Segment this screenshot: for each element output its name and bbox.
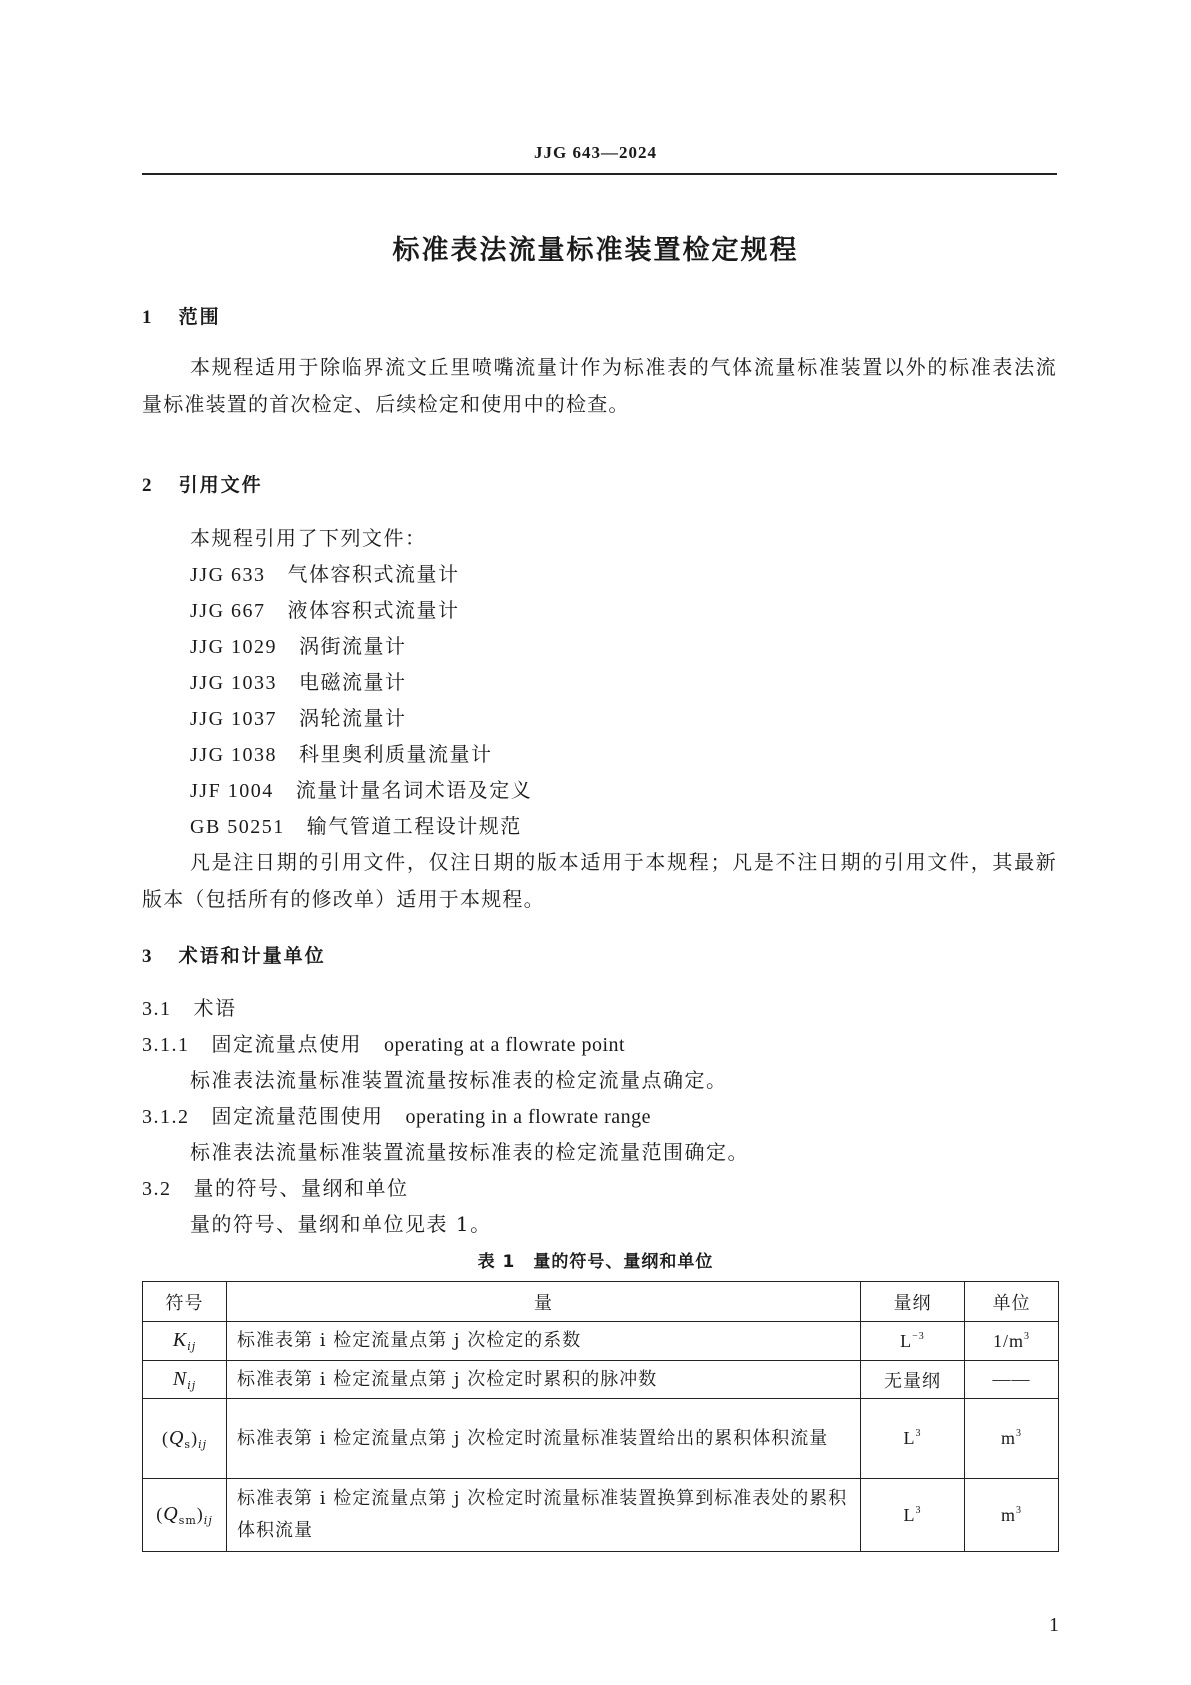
- section-1-heading: [142, 302, 221, 329]
- header-rule: [142, 173, 1057, 175]
- unit-cell: [965, 1479, 1059, 1552]
- reference-code: JJG 1037: [190, 708, 278, 730]
- section-number: 3: [142, 946, 152, 967]
- term-definition: 标准表法流量标准装置流量按标准表的检定流量范围确定。: [190, 1140, 749, 1164]
- symbol-subscript: sm: [178, 1514, 197, 1527]
- quantity-cell: 标准表第 i 检定流量点第 j 次检定时流量标准装置给出的累积体积流量: [227, 1399, 861, 1479]
- document-code-header: JJG 643—2024: [534, 143, 657, 162]
- reference-code: JJF 1004: [190, 780, 274, 802]
- symbol-subscript: ij: [187, 1340, 197, 1353]
- reference-item: [190, 700, 407, 737]
- section-title: 术语和计量单位: [178, 945, 326, 967]
- section-title: 范围: [178, 306, 221, 328]
- references-intro: 本规程引用了下列文件：: [190, 526, 427, 550]
- dimension-cell: 无量纲: [861, 1361, 965, 1399]
- reference-item: [190, 808, 522, 845]
- scope-paragraph: 本规程适用于除临界流文丘里喷嘴流量计作为标准表的气体流量标准装置以外的标准表法流量标准装置的首次检定、后续检定和使用中的检查。: [142, 355, 1057, 416]
- symbol-subscript-outer: ij: [203, 1514, 213, 1527]
- subsection-number: 3.1.1: [142, 1034, 190, 1056]
- reference-code: JJG 667: [190, 600, 266, 622]
- section-2-heading: [142, 470, 263, 497]
- reference-code: JJG 1029: [190, 636, 278, 658]
- dimension-cell: [861, 1479, 965, 1552]
- table-caption: 表 1 量的符号、量纲和单位: [477, 1252, 714, 1272]
- symbol-subscript-outer: ij: [198, 1437, 208, 1451]
- header-symbol: 符号: [143, 1282, 227, 1322]
- section-3-heading: [142, 941, 326, 968]
- reference-name: 气体容积式流量计: [287, 562, 460, 586]
- term-english: operating at a flowrate point: [384, 1034, 626, 1056]
- reference-item: [190, 736, 493, 773]
- section-number: 2: [142, 475, 152, 496]
- symbol-main: N: [172, 1367, 188, 1390]
- reference-code: GB 50251: [190, 816, 285, 838]
- reference-item: [190, 628, 407, 665]
- table-row: [143, 1399, 1059, 1479]
- table-row: [143, 1361, 1059, 1399]
- symbol-subscript: ij: [187, 1378, 197, 1392]
- symbol-main: Q: [168, 1426, 185, 1449]
- subsection-title: 术语: [193, 996, 237, 1020]
- document-title: 标准表法流量标准装置检定规程: [392, 235, 799, 266]
- header-quantity: 量: [227, 1282, 861, 1322]
- dimension-base: L: [900, 1330, 913, 1351]
- table-row: [143, 1479, 1059, 1552]
- term-title: 固定流量范围使用: [211, 1104, 384, 1128]
- table-header-row: [143, 1282, 1059, 1322]
- reference-item: [190, 556, 460, 593]
- quantity-cell: 标准表第 i 检定流量点第 j 次检定的系数: [227, 1322, 861, 1361]
- unit-exponent: 3: [1016, 1504, 1022, 1516]
- unit-exponent: 3: [1024, 1330, 1030, 1342]
- subsection-3-1-1-heading: [142, 1026, 625, 1063]
- reference-item: [190, 772, 532, 809]
- section-title: 引用文件: [178, 474, 263, 496]
- unit-exponent: 3: [1016, 1428, 1022, 1439]
- subsection-3-1-2-heading: [142, 1098, 651, 1135]
- reference-name: 涡街流量计: [299, 634, 407, 658]
- header-unit: 单位: [965, 1282, 1059, 1322]
- reference-name: 流量计量名词术语及定义: [295, 778, 533, 802]
- symbol-cell: [143, 1322, 227, 1361]
- unit-base: m: [1000, 1428, 1016, 1448]
- unit-base: m: [1000, 1504, 1016, 1525]
- reference-name: 涡轮流量计: [299, 706, 407, 730]
- term-definition: 标准表法流量标准装置流量按标准表的检定流量点确定。: [190, 1068, 728, 1092]
- reference-name: 液体容积式流量计: [287, 598, 460, 622]
- symbol-main: K: [172, 1329, 188, 1351]
- subsection-text: 量的符号、量纲和单位见表 1。: [190, 1212, 492, 1236]
- symbol-cell: $(Q_s)_{ij}$: [143, 1399, 227, 1479]
- reference-name: 输气管道工程设计规范: [306, 814, 522, 838]
- reference-item: [190, 592, 460, 629]
- reference-name: 科里奥利质量流量计: [299, 742, 493, 766]
- subsection-number: 3.1.2: [142, 1106, 190, 1128]
- section-number: 1: [142, 307, 152, 328]
- dimension-base: L: [903, 1504, 916, 1525]
- dimension-exponent: 3: [915, 1504, 922, 1516]
- dimension-cell: [861, 1399, 965, 1479]
- dimension-base: L: [903, 1428, 916, 1448]
- dimension-exponent: −3: [912, 1330, 925, 1342]
- subsection-number: 3.2: [142, 1178, 172, 1200]
- dimension-cell: [861, 1322, 965, 1361]
- subsection-title: 量的符号、量纲和单位: [193, 1176, 409, 1200]
- reference-item: [190, 664, 407, 701]
- reference-name: 电磁流量计: [299, 670, 407, 694]
- page-number: 1: [1049, 1614, 1059, 1636]
- term-title: 固定流量点使用: [211, 1032, 362, 1056]
- symbol-subscript: s: [184, 1437, 192, 1451]
- term-english: operating in a flowrate range: [405, 1106, 652, 1128]
- unit-cell: [965, 1399, 1059, 1479]
- unit-base: 1/m: [992, 1330, 1024, 1351]
- quantity-cell: 标准表第 i 检定流量点第 j 次检定时累积的脉冲数: [227, 1361, 861, 1399]
- references-note-paragraph: 凡是注日期的引用文件，仅注日期的版本适用于本规程；凡是不注日期的引用文件，其最新版本（包括所有的修改单）适用于本规程。: [142, 850, 1057, 911]
- subsection-3-2-heading: [142, 1170, 409, 1207]
- unit-cell: [965, 1322, 1059, 1361]
- quantity-cell: 标准表第 i 检定流量点第 j 次检定时流量标准装置换算到标准表处的累积体积流量: [227, 1479, 861, 1552]
- header-dimension: 量纲: [861, 1282, 965, 1322]
- quantities-table: [142, 1281, 1059, 1552]
- symbol-main: Q: [163, 1503, 179, 1525]
- symbol-cell: $(Q_{sm})_{ij}$: [143, 1479, 227, 1552]
- subsection-3-1-heading: [142, 990, 237, 1027]
- table-row: [143, 1322, 1059, 1361]
- subsection-number: 3.1: [142, 998, 172, 1020]
- reference-code: JJG 633: [190, 564, 266, 586]
- symbol-cell: [143, 1361, 227, 1399]
- unit-cell: ——: [965, 1361, 1059, 1399]
- reference-code: JJG 1038: [190, 744, 278, 766]
- dimension-exponent: 3: [915, 1428, 922, 1439]
- reference-code: JJG 1033: [190, 672, 278, 694]
